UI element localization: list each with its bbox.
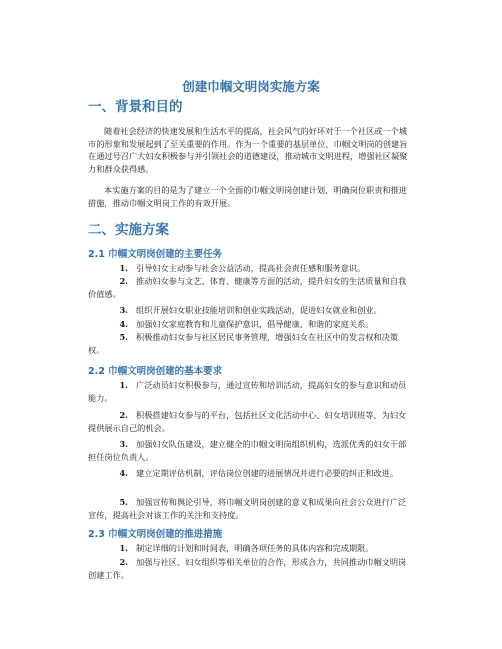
list-item (88, 438, 412, 463)
list-item (88, 379, 412, 404)
list-item (88, 304, 412, 317)
subsection-heading-tasks: 2.1 巾帼文明岗创建的主要任务 (88, 249, 223, 260)
list-text: 建立定期评估机制，评估岗位创建的进展情况并进行必要的纠正和改进。 (136, 468, 399, 478)
list-item (88, 409, 412, 434)
subsection-heading-measures: 2.3 巾帼文明岗创建的推进措施 (88, 529, 223, 540)
list-text: 积极搭建妇女参与的平台，包括社区文化活动中心、妇女培训班等，为妇女提供展示自己的机会。 (88, 410, 407, 433)
list-text: 积极推动妇女参与社区居民事务管理，增强妇女在社区中的发言权和决策权。 (88, 332, 399, 355)
subsection-heading-requirements: 2.2 巾帼文明岗创建的基本要求 (88, 366, 223, 377)
list-number: 2. (119, 410, 128, 420)
paragraph-background: 随着社会经济的快速发展和生活水平的提高，社会风气的好坏对于一个社区或一个城市的形象和发展起到了至关重要的作用。作为一个重要的基层单位，巾帼文明岗的创建旨在通过号召广大妇女积极参与并引领社会的道德建设，推动城市文明进程，增强社区凝聚力和群众获得感。 (88, 126, 408, 174)
list-item (88, 556, 412, 581)
list-text: 推动妇女参与文艺、体育、健康等方面的活动，提升妇女的生活质量和自我价值感。 (88, 276, 407, 299)
list-number: 5. (119, 497, 128, 507)
list-text: 加强与社区、妇女组织等相关单位的合作，形成合力，共同推动巾帼文明岗创建工作。 (88, 557, 407, 580)
list-number: 4. (119, 468, 128, 478)
list-text: 引导妇女主动参与社会公益活动，提高社会责任感和服务意识。 (136, 263, 366, 273)
document-title: 创建巾帼文明岗实施方案 (182, 79, 320, 94)
list-text: 加强妇女家庭教育和儿童保护意识，倡导健康、和谐的家庭关系。 (136, 319, 374, 329)
list-text: 加强妇女队伍建设，建立健全的巾帼文明岗组织机构，选派优秀的妇女干部担任岗位负责人。 (88, 439, 407, 462)
list-number: 3. (119, 439, 128, 449)
list-item (88, 262, 412, 275)
list-item (88, 542, 412, 555)
list-text: 加强宣传和舆论引导，将巾帼文明岗创建的意义和成果向社会公众进行广泛宣传，提高社会对该工作的关注和支持度。 (88, 497, 407, 520)
list-number: 4. (119, 319, 128, 329)
list-item (88, 496, 412, 521)
list-number: 2. (119, 557, 128, 567)
list-item (88, 331, 412, 356)
list-number: 5. (119, 332, 128, 342)
list-item (88, 275, 412, 300)
list-item (88, 467, 412, 480)
list-number: 1. (119, 380, 128, 390)
list-number: 3. (119, 305, 128, 315)
list-number: 1. (119, 543, 128, 553)
list-text: 广泛动员妇女积极参与，通过宣传和培训活动，提高妇女的参与意识和动员能力。 (88, 380, 407, 403)
list-text: 制定详细的计划和时间表，明确各项任务的具体内容和完成期限。 (136, 543, 374, 553)
section-heading-plan: 二、实施方案 (88, 222, 169, 238)
list-item (88, 318, 412, 331)
paragraph-purpose: 本实施方案的目的是为了建立一个全面的巾帼文明岗创建计划，明确岗位职责和推进措施，推动巾帼文明岗工作的有效开展。 (88, 185, 407, 208)
list-number: 2. (119, 276, 128, 286)
list-text: 组织开展妇女职业技能培训和创业实践活动，促进妇女就业和创业。 (136, 305, 382, 315)
section-heading-background: 一、背景和目的 (88, 99, 183, 115)
list-number: 1. (119, 263, 128, 273)
